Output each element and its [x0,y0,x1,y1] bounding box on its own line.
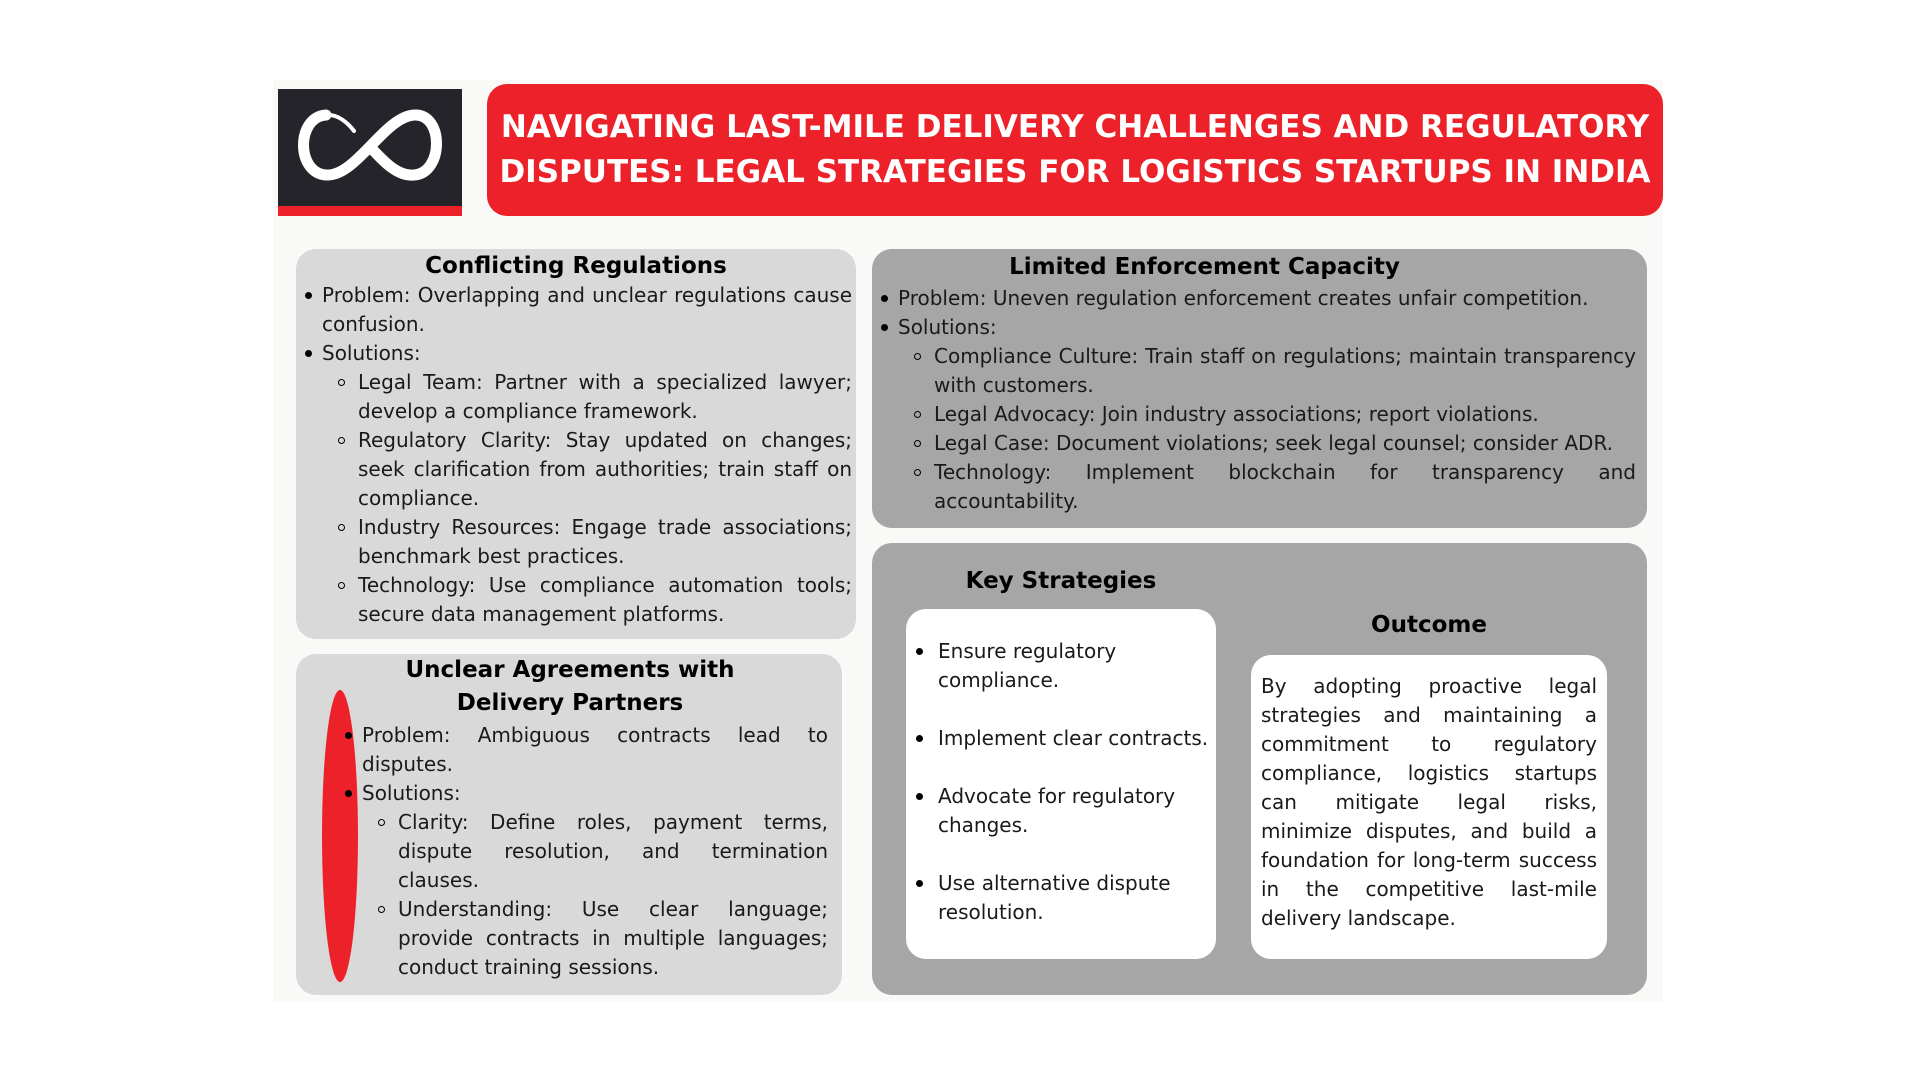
list-item: Technology: Implement blockchain for transparency and accountability. [898,458,1636,516]
heading-line: Unclear Agreements with [405,657,735,683]
outcome-heading: Outcome [1371,612,1487,638]
infinity-logo-icon [288,95,452,205]
logo-red-bar [278,206,462,216]
list-item: Legal Case: Document violations; seek legal counsel; consider ADR. [898,429,1636,458]
company-logo [278,89,462,216]
heading-line: Delivery Partners [456,690,684,716]
key-strategies-heading: Key Strategies [965,568,1157,594]
list-item: Ensure regulatory compliance. [906,637,1212,695]
list-item: Industry Resources: Engage trade associations; benchmark best practices. [322,513,852,571]
list-item: Technology: Use compliance automation tools; secure data management platforms. [322,571,852,629]
list-item: Regulatory Clarity: Stay updated on changes; seek clarification from authorities; train staff on compliance. [322,426,852,513]
solutions-label: Solutions: [362,781,461,805]
title-banner [487,84,1663,216]
list-item: Advocate for regulatory changes. [906,782,1212,840]
list-item [340,779,828,982]
list-item [300,339,852,629]
list-item [876,313,1636,516]
conflicting-regulations-body [300,281,852,629]
list-item: Clarity: Define roles, payment terms, dispute resolution, and termination clauses. [362,808,828,895]
list-item: Use alternative dispute resolution. [906,869,1212,927]
list-item: Problem: Overlapping and unclear regulations cause confusion. [300,281,852,339]
solutions-label: Solutions: [322,341,421,365]
key-strategies-card [906,609,1216,959]
list-item: Legal Advocacy: Join industry associations; report violations. [898,400,1636,429]
key-strategies-list [906,637,1216,956]
enforcement-capacity-heading: Limited Enforcement Capacity [1009,254,1400,280]
unclear-agreements-body [340,721,828,982]
conflicting-regulations-heading: Conflicting Regulations [425,253,727,279]
list-item: Problem: Ambiguous contracts lead to disputes. [340,721,828,779]
enforcement-capacity-body [876,284,1636,516]
list-item: Problem: Uneven regulation enforcement creates unfair competition. [876,284,1636,313]
unclear-agreements-heading [360,654,780,720]
list-item: Understanding: Use clear language; provide contracts in multiple languages; conduct training sessions. [362,895,828,982]
outcome-card [1251,655,1607,959]
outcome-text: By adopting proactive legal strategies and maintaining a commitment to regulatory compliance, logistics startups can mitigate legal risks, minimize disputes, and build a foundation for long-term success in the competitive last-mile delivery landscape. [1261,674,1597,930]
list-item: Implement clear contracts. [906,724,1212,753]
solutions-label: Solutions: [898,315,997,339]
page-title: NAVIGATING LAST-MILE DELIVERY CHALLENGES AND REGULATORY DISPUTES: LEGAL STRATEGIES FOR LOGISTICS STARTUPS IN INDIA [499,109,1651,190]
list-item: Compliance Culture: Train staff on regulations; maintain transparency with customers. [898,342,1636,400]
list-item: Legal Team: Partner with a specialized lawyer; develop a compliance framework. [322,368,852,426]
